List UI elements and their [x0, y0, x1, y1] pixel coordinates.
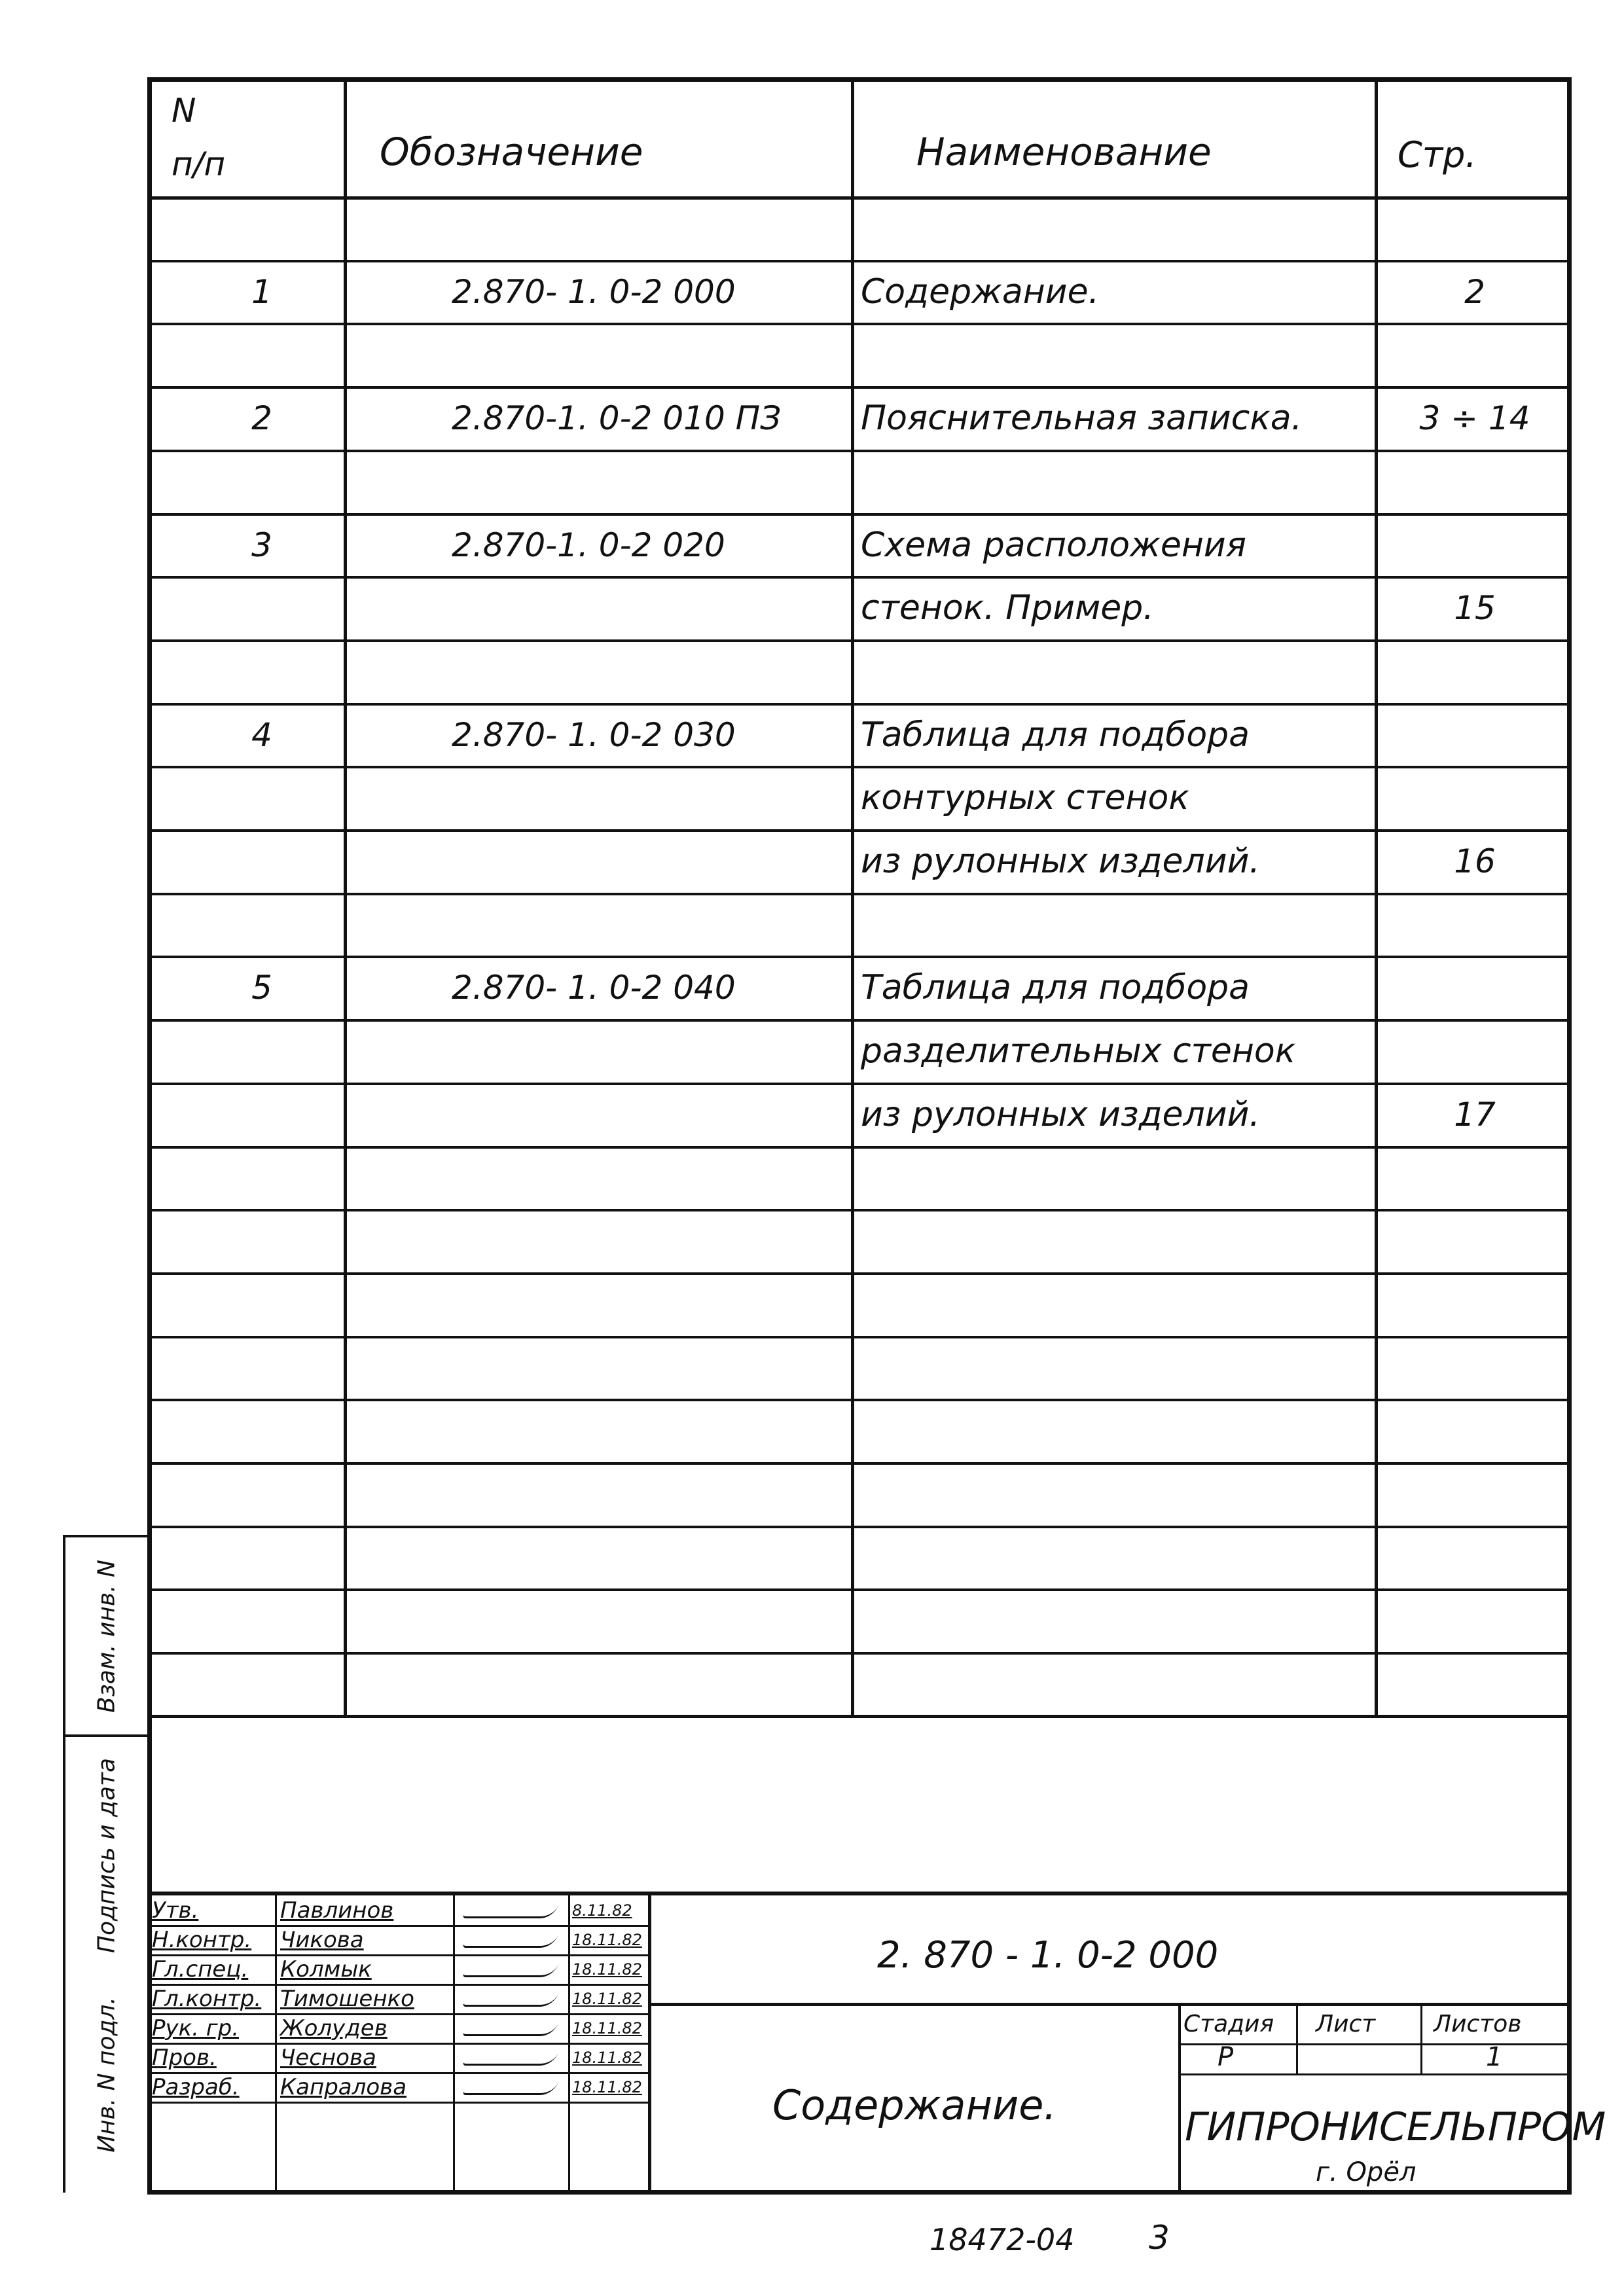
cell-designation — [452, 1652, 844, 1715]
signature-mark — [462, 1905, 559, 1918]
cell-designation — [452, 1336, 844, 1399]
stamp-role: Пров. — [152, 2044, 217, 2071]
cell-page — [1380, 956, 1570, 1019]
cell-designation — [452, 829, 844, 893]
cell-page — [1380, 1399, 1570, 1462]
stamp-date: 18.11.82 — [572, 2077, 642, 2096]
signature-mark — [462, 2052, 559, 2066]
cell-name: Таблица для подбора — [861, 967, 1250, 1007]
stamp-date: 18.11.82 — [572, 1989, 642, 2008]
cell-designation — [452, 1462, 844, 1526]
stamp-stage-label: Стадия — [1183, 2011, 1274, 2037]
signature-mark — [462, 1934, 559, 1948]
cell-name: контурных стенок — [861, 778, 1189, 817]
stamp-date: 18.11.82 — [572, 1930, 642, 1949]
signature-mark — [462, 2081, 559, 2095]
side-label-inv: Инв. N подл. — [93, 1997, 120, 2153]
cell-name: Схема расположения — [861, 525, 1246, 565]
cell-num — [183, 893, 340, 956]
cell-num — [183, 1399, 340, 1462]
stamp-people-sep — [648, 1892, 651, 2195]
stamp-info-row-1 — [1178, 2043, 1572, 2045]
cell-num: 3 — [251, 526, 272, 564]
cell-designation — [452, 1399, 844, 1462]
cell-page: 16 — [1454, 842, 1496, 880]
cell-designation — [452, 450, 844, 513]
side-strip-sep-1 — [63, 1535, 148, 1537]
cell-name — [861, 1399, 1371, 1462]
cell-page — [1380, 1019, 1570, 1083]
stamp-name: Тимошенко — [280, 1985, 414, 2012]
cell-name — [861, 196, 1371, 260]
cell-name — [861, 323, 1371, 386]
cell-num — [183, 1083, 340, 1146]
cell-page — [1380, 1652, 1570, 1715]
cell-name — [861, 893, 1371, 956]
cell-num — [183, 639, 340, 703]
header-name: Наименование — [916, 130, 1212, 174]
cell-num — [183, 1272, 340, 1336]
stamp-name: Павлинов — [280, 1897, 394, 1924]
stamp-info-col-1 — [1296, 2003, 1298, 2075]
stamp-sheets-label: Листов — [1434, 2011, 1522, 2037]
cell-name: Содержание. — [861, 272, 1100, 312]
stamp-doc-title: Содержание. — [772, 2081, 1057, 2129]
cell-designation: 2.870- 1. 0-2 030 — [452, 715, 736, 754]
stamp-role: Гл.спец. — [152, 1956, 249, 1982]
cell-num — [183, 1336, 340, 1399]
footer-code: 18472-04 — [929, 2222, 1075, 2257]
cell-name — [861, 1272, 1371, 1336]
cell-num — [183, 576, 340, 639]
stamp-info-sep — [1178, 2003, 1181, 2195]
frame-top-line — [147, 77, 1572, 82]
cell-designation — [452, 196, 844, 260]
stamp-name: Капралова — [280, 2073, 407, 2100]
cell-page — [1380, 703, 1570, 766]
stamp-role: Рук. гр. — [152, 2015, 240, 2041]
cell-page — [1380, 893, 1570, 956]
header-page: Стр. — [1398, 134, 1477, 175]
cell-name: из рулонных изделий. — [861, 1094, 1260, 1134]
cell-num — [183, 1019, 340, 1083]
cell-num: 1 — [251, 272, 272, 311]
cell-num — [183, 1146, 340, 1210]
frame-bottom-line — [147, 2190, 1572, 2195]
stamp-name: Жолудев — [280, 2015, 388, 2041]
cell-designation: 2.870-1. 0-2 010 ПЗ — [452, 399, 782, 437]
stamp-name: Колмык — [280, 1956, 372, 1982]
cell-num — [183, 1209, 340, 1272]
cell-name — [861, 639, 1371, 703]
cell-designation — [452, 1526, 844, 1589]
stamp-mid-line — [648, 2003, 1572, 2006]
stamp-role: Гл.контр. — [152, 1985, 262, 2012]
stamp-info-row-2 — [1178, 2073, 1572, 2075]
cell-name — [861, 450, 1371, 513]
cell-designation — [452, 1146, 844, 1210]
cell-name — [861, 1526, 1371, 1589]
cell-name — [861, 1209, 1371, 1272]
cell-designation — [452, 639, 844, 703]
cell-page — [1380, 1146, 1570, 1210]
cell-name: Таблица для подбора — [861, 715, 1250, 755]
row-line — [147, 1715, 1572, 1718]
cell-name: разделительных стенок — [861, 1031, 1296, 1071]
stamp-info-col-2 — [1420, 2003, 1422, 2075]
cell-designation — [452, 766, 844, 829]
cell-page — [1380, 766, 1570, 829]
stamp-stage-value: Р — [1218, 2042, 1234, 2072]
cell-page: 3 ÷ 14 — [1419, 399, 1530, 437]
frame-left-line — [147, 77, 152, 2195]
cell-name — [861, 1146, 1371, 1210]
header-num-line1: N — [171, 92, 196, 130]
signature-mark — [462, 1964, 559, 1977]
stamp-date: 18.11.82 — [572, 2018, 642, 2037]
cell-designation — [452, 1272, 844, 1336]
side-strip-sep-2 — [63, 1734, 148, 1737]
cell-page — [1380, 1336, 1570, 1399]
cell-page — [1380, 1588, 1570, 1652]
cell-name: из рулонных изделий. — [861, 841, 1260, 881]
cell-page: 15 — [1454, 588, 1496, 627]
cell-num — [183, 1588, 340, 1652]
stamp-date: 18.11.82 — [572, 2048, 642, 2067]
cell-page — [1380, 450, 1570, 513]
cell-page: 2 — [1464, 272, 1485, 311]
side-label-podpis: Подпись и дата — [93, 1757, 120, 1954]
cell-num — [183, 196, 340, 260]
cell-page — [1380, 196, 1570, 260]
footer-page: 3 — [1149, 2219, 1170, 2257]
cell-name — [861, 1336, 1371, 1399]
cell-page — [1380, 1209, 1570, 1272]
cell-num — [183, 1652, 340, 1715]
cell-designation — [452, 576, 844, 639]
header-num-line2: п/п — [171, 145, 226, 183]
stamp-row-line — [147, 2102, 648, 2104]
cell-num: 4 — [251, 715, 272, 754]
stamp-sheet-label: Лист — [1316, 2011, 1376, 2037]
cell-page: 17 — [1454, 1095, 1496, 1134]
cell-name: Пояснительная записка. — [861, 398, 1303, 438]
signature-mark — [462, 2022, 559, 2036]
stamp-name: Чеснова — [280, 2044, 376, 2071]
cell-num: 2 — [251, 399, 272, 437]
cell-page — [1380, 513, 1570, 577]
cell-designation — [452, 323, 844, 386]
stamp-sheets-value: 1 — [1486, 2042, 1503, 2072]
cell-designation — [452, 1083, 844, 1146]
stamp-role: Н.контр. — [152, 1926, 252, 1953]
stamp-date: 18.11.82 — [572, 1960, 642, 1979]
cell-designation — [452, 893, 844, 956]
cell-page — [1380, 639, 1570, 703]
cell-page — [1380, 1272, 1570, 1336]
cell-page — [1380, 1462, 1570, 1526]
cell-num — [183, 450, 340, 513]
header-designation: Обозначение — [380, 130, 643, 174]
cell-num — [183, 1526, 340, 1589]
cell-name — [861, 1652, 1371, 1715]
cell-designation: 2.870-1. 0-2 020 — [452, 526, 725, 564]
stamp-doc-code: 2. 870 - 1. 0-2 000 — [877, 1934, 1219, 1977]
stamp-date: 8.11.82 — [572, 1901, 632, 1920]
cell-designation — [452, 1588, 844, 1652]
cell-num: 5 — [251, 968, 272, 1007]
stamp-role: Утв. — [152, 1897, 199, 1924]
cell-designation — [452, 1209, 844, 1272]
stamp-org: ГИПРОНИСЕЛЬПРОМ — [1185, 2104, 1606, 2150]
cell-page — [1380, 323, 1570, 386]
cell-name — [861, 1462, 1371, 1526]
cell-designation: 2.870- 1. 0-2 000 — [452, 272, 736, 311]
cell-page — [1380, 1526, 1570, 1589]
cell-num — [183, 766, 340, 829]
cell-num — [183, 1462, 340, 1526]
cell-designation: 2.870- 1. 0-2 040 — [452, 968, 736, 1007]
cell-name — [861, 1588, 1371, 1652]
stamp-city: г. Орёл — [1316, 2157, 1416, 2187]
stamp-name: Чикова — [280, 1926, 364, 1953]
side-strip-left — [63, 1535, 65, 2193]
cell-num — [183, 323, 340, 386]
side-label-vzam: Взам. инв. N — [93, 1560, 120, 1713]
signature-mark — [462, 1993, 559, 2007]
cell-designation — [452, 1019, 844, 1083]
cell-name: стенок. Пример. — [861, 588, 1154, 628]
cell-num — [183, 829, 340, 893]
stamp-role: Разраб. — [152, 2073, 240, 2100]
